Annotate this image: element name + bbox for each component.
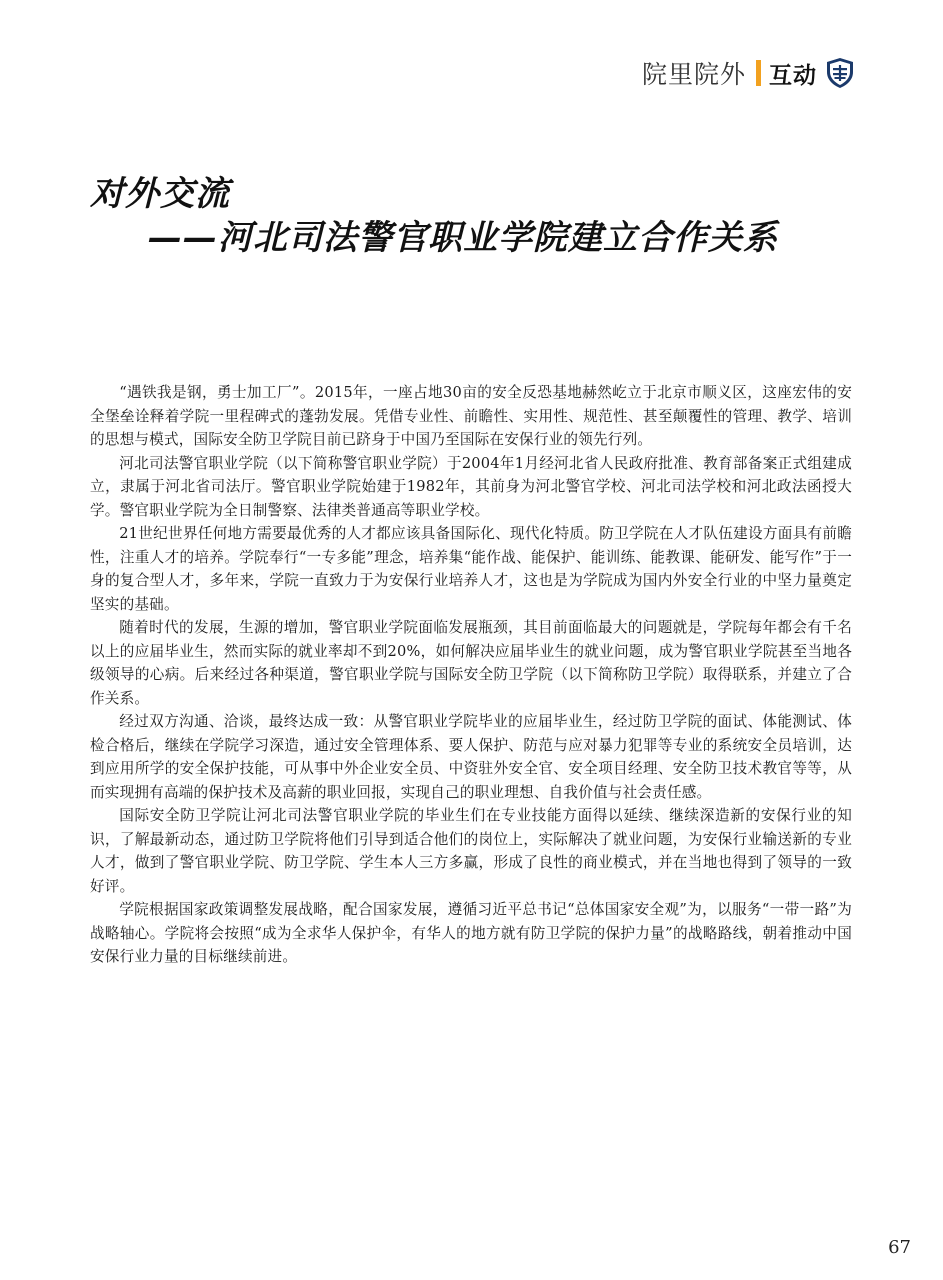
paragraph-2: 河北司法警官职业学院（以下简称警官职业学院）于2004年1月经河北省人民政府批准、教育部备案正式组建成立，隶属于河北省司法厅。警官职业学院始建于1982年，其前身为河北警官学校、河北司法学校和河北政法函授大学。警官职业学院为全日制警察、法律类普通高等职业学校。: [90, 454, 852, 519]
header-divider-bar: [756, 60, 761, 86]
paragraph-4: 随着时代的发展，生源的增加，警官职业学院面临发展瓶颈，其目前面临最大的问题就是，学院每年都会有千名以上的应届毕业生，然而实际的就业率却不到20%，如何解决应届毕业生的就业问题，成为警官职业学院甚至当地各级领导的心病。后来经过各种渠道，警官职业学院与国际安全防卫学院（以下简称防卫学院）取得联系，并建立了合作关系。: [90, 619, 852, 707]
article-body: [90, 381, 852, 969]
paragraph-5: 经过双方沟通、洽谈，最终达成一致：从警官职业学院毕业的应届毕业生，经过防卫学院的面试、体能测试、体检合格后，继续在学院学习深造，通过安全管理体系、要人保护、防范与应对暴力犯罪等专业的系统安全员培训，达到应用所学的安全保护技能，可从事中外企业安全员、中资驻外安全官、安全项目经理、安全防卫技术教官等等，从而实现拥有高端的保护技术及高薪的职业回报，实现自己的职业理想、自我价值与社会责任感。: [90, 713, 852, 801]
paragraph-3: 21世纪世界任何地方需要最优秀的人才都应该具备国际化、现代化特质。防卫学院在人才队伍建设方面具有前瞻性，注重人才的培养。学院奉行“一专多能”理念，培养集“能作战、能保护、能训练、能教课、能研发、能写作”于一身的复合型人才，多年来，学院一直致力于为安保行业培养人才，这也是为学院成为国内外安全行业的中坚力量奠定坚实的基础。: [90, 525, 852, 613]
article-title-line2: ——河北司法警官职业学院建立合作关系: [148, 218, 778, 258]
column-name: 互动: [769, 62, 817, 89]
page-number: 67: [888, 1237, 911, 1258]
paragraph-7: 学院根据国家政策调整发展战略，配合国家发展，遵循习近平总书记“总体国家安全观”为，以服务“一带一路”为战略轴心。学院将会按照“成为全求华人保护伞，有华人的地方就有防卫学院的保护力量”的战略路线，朝着推动中国安保行业力量的目标继续前进。: [90, 901, 852, 965]
article-title-line1: 对外交流: [90, 174, 230, 214]
shield-logo-icon: [825, 57, 855, 89]
paragraph-1: “遇铁我是钢，勇士加工厂”。2015年，一座占地30亩的安全反恐基地赫然屹立于北京市顺义区，这座宏伟的安全堡垒诠释着学院一里程碑式的蓬勃发展。凭借专业性、前瞻性、实用性、规范性、甚至颠覆性的管理、教学、培训的思想与模式，国际安全防卫学院目前已跻身于中国乃至国际在安保行业的领先行列。: [90, 384, 852, 448]
page-header: [642, 56, 855, 90]
section-name: 院里院外: [641, 60, 746, 89]
paragraph-6: 国际安全防卫学院让河北司法警官职业学院的毕业生们在专业技能方面得以延续、继续深造新的安保行业的知识，了解最新动态，通过防卫学院将他们引导到适合他们的岗位上，实际解决了就业问题，为安保行业输送新的专业人才，做到了警官职业学院、防卫学院、学生本人三方多赢，形成了良性的商业模式，并在当地也得到了领导的一致好评。: [90, 807, 852, 895]
